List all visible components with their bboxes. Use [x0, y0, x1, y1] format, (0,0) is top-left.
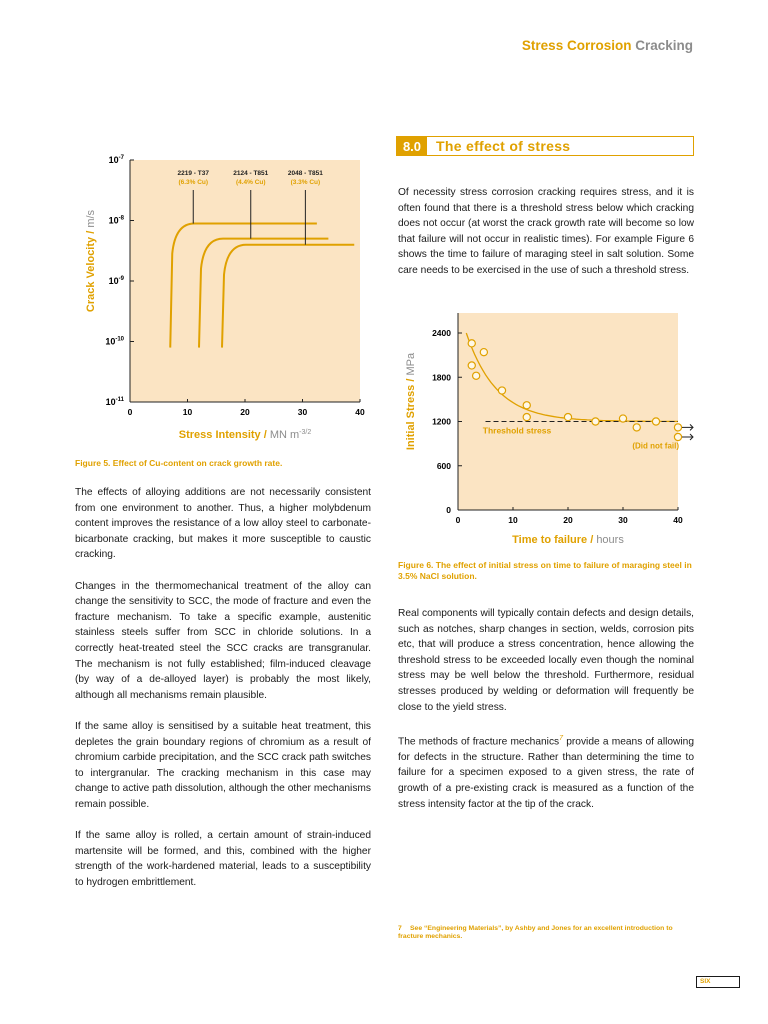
left-paragraph: If the same alloy is sensitised by a suitable heat treatment, this depletes the grain boundary regions of chromium as a result of chromium carbide precipitation, and the SCC crack path switches to intergranular. The cracking mechanism in this case may change to active path dissolution, although the other mechanisms remain possible.	[75, 720, 371, 810]
data-point	[468, 340, 475, 347]
figure6-caption: Figure 6. The effect of initial stress on time to failure of maraging steel in 3.5% NaCl solution.	[398, 560, 692, 581]
page-number: SIX	[700, 978, 711, 985]
x-axis-label: Time to failure / hours	[512, 534, 624, 546]
y-tick-label: 2400	[432, 328, 451, 338]
y-tick-label: $10^{-10}$	[105, 336, 124, 347]
data-point	[498, 387, 505, 394]
y-tick-label: 1200	[432, 416, 451, 427]
footnote-text: See “Engineering Materials”, by Ashby and Jones for an excellent introduction to fracture mechanics.	[398, 925, 673, 940]
section-title: The effect of stress	[436, 138, 571, 154]
data-point	[564, 413, 571, 420]
y-tick-label: $10^{-8}$	[108, 215, 124, 226]
x-tick-label: 40	[673, 515, 683, 525]
figure6-chart-container	[398, 305, 698, 555]
section-heading	[396, 136, 694, 156]
data-point	[674, 433, 681, 440]
data-point	[523, 402, 530, 409]
figure5-chart-container	[70, 148, 370, 448]
plot-background	[130, 160, 360, 402]
header-title-main: Stress Corrosion	[521, 38, 632, 53]
data-point	[674, 424, 681, 431]
figure5-chart	[70, 148, 370, 448]
left-paragraph: If the same alloy is rolled, a certain amount of strain-induced martensite will be formed, and this, combined with the higher strength of the work-hardened material, leads to a susceptibility to hydrogen embrittlement.	[75, 830, 371, 888]
x-tick-label: 0	[455, 515, 461, 525]
x-tick-label: 10	[508, 515, 518, 525]
data-point	[652, 418, 659, 425]
data-point	[619, 415, 626, 422]
y-tick-label: $10^{-7}$	[108, 155, 124, 165]
x-tick-label: 40	[355, 407, 365, 417]
page-number-box	[696, 976, 740, 988]
section-number: 8.0	[397, 137, 427, 155]
series-note-label: (4.4% Cu)	[235, 179, 266, 186]
right-column-text	[398, 606, 694, 828]
header-title-secondary: Cracking	[635, 38, 693, 53]
x-tick-label: 10	[182, 407, 193, 417]
series-name-label: 2048 - T851	[287, 170, 323, 177]
x-tick-label: 30	[297, 407, 308, 417]
footnote-number: 7	[398, 925, 402, 932]
series-name-label: 2124 - T851	[233, 170, 269, 177]
figure6-chart	[398, 305, 698, 555]
did-not-fail-label: (Did not fail)	[632, 441, 679, 451]
right-paragraph-rest: provide a means of allowing for defects in the structure. Rather than determining the time to failure for a specimen exposed to a given stress, the rate of growth of a pre-existing crack is measured as a function of the stress intensity factor at the tip of the crack.	[398, 736, 694, 810]
data-point	[468, 362, 475, 369]
y-tick-label: $10^{-9}$	[108, 276, 124, 286]
y-axis-label: Crack Velocity / m/s	[85, 209, 97, 313]
figure5-caption: Figure 5. Effect of Cu-content on crack growth rate.	[75, 458, 283, 468]
running-header	[522, 38, 693, 53]
y-tick-label: $10^{-11}$	[105, 397, 124, 407]
data-point	[592, 418, 599, 425]
data-point	[633, 424, 640, 431]
plot-background	[458, 313, 678, 510]
left-paragraph: Changes in the thermomechanical treatment of the alloy can change the sensitivity to SCC, the mode of fracture and even the fracture mechanism. To take a specific example, austenitic stainless steels suffer from SCC in chloride solutions. In a correctly heat-treated steel the SCC cracks are transgranular. The mechanism is not fully established; film-induced cleavage (by way of a de-alloyed layer) is probably the most likely, although all mechanisms remain plausible.	[75, 580, 371, 701]
data-point	[473, 372, 480, 379]
x-tick-label: 20	[240, 407, 250, 417]
data-point	[480, 349, 487, 356]
footnote-reference[interactable]: 7	[559, 734, 564, 742]
series-note-label: (6.3% Cu)	[178, 179, 209, 186]
x-tick-label: 0	[127, 407, 133, 417]
x-tick-label: 20	[563, 515, 573, 525]
threshold-label: Threshold stress	[482, 425, 552, 436]
series-name-label: 2219 - T37	[177, 170, 209, 177]
footnote	[398, 925, 696, 941]
data-point	[523, 413, 530, 420]
right-paragraph	[398, 731, 694, 812]
runout-arrow	[682, 424, 693, 430]
y-tick-label: 600	[436, 460, 451, 471]
left-column-text	[75, 485, 371, 906]
x-axis-label: Stress Intensity / MN $m^{-3/2}$	[178, 429, 312, 441]
x-tick-label: 30	[618, 515, 628, 525]
runout-arrow	[682, 434, 693, 440]
series-note-label: (3.3% Cu)	[290, 179, 321, 186]
right-paragraph-start: The methods of fracture mechanics	[398, 736, 560, 748]
section-intro	[398, 185, 694, 294]
y-axis-label: Initial Stress / MPa	[405, 352, 417, 451]
y-tick-label: 1800	[432, 372, 451, 383]
left-paragraph: The effects of alloying additions are not necessarily consistent from one environment to another. Thus, a higher molybdenum content improves the resistance of a low alloy steel to carbonate-bicarbonate cracking, but makes it more susceptible to caustic cracking.	[75, 487, 371, 561]
y-tick-label: 0	[446, 505, 451, 515]
section-intro-paragraph: Of necessity stress corrosion cracking requires stress, and it is often found that there is a threshold stress below which cracking does not occur (at worst the crack growth rate will become so low that failure will not occur in realistic times). For example Figure 6 shows the time to failure of maraging steel in salt solution. Some care needs to be exercised in the use of such a threshold stress.	[398, 187, 694, 276]
right-paragraph: Real components will typically contain defects and design details, such as notches, sharp changes in section, welds, corrosion pits etc, that will produce a stress concentration, hence allowing the threshold stress to be exceeded locally even though the nominal stress may be well below the threshold. Furthermore, residual stresses produced by welding or deformation will frequently be close to the yield stress.	[398, 608, 694, 713]
